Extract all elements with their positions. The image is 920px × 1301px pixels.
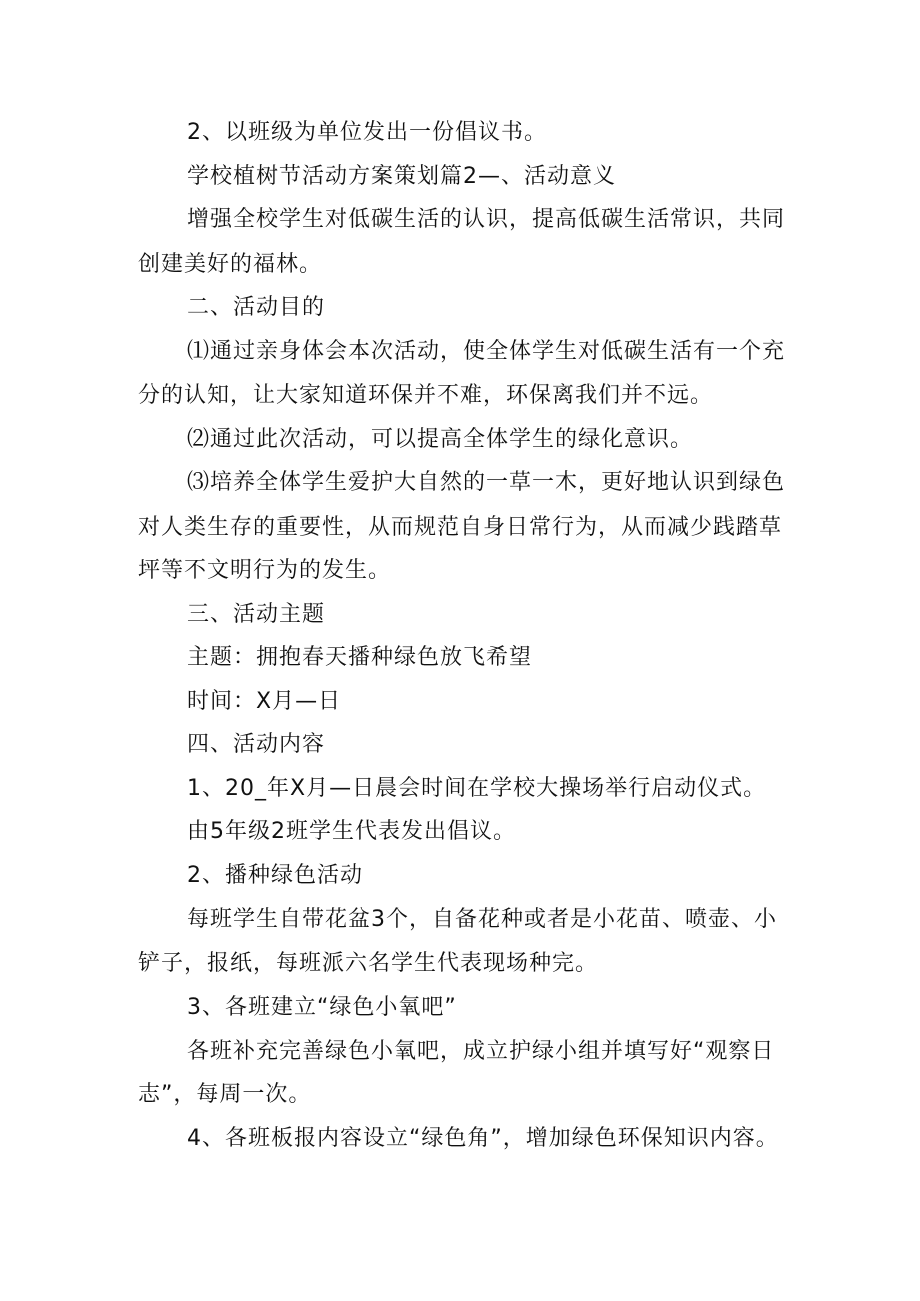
paragraph-line: 各班补充完善绿色小氧吧，成立护绿小组并填写好“观察日 xyxy=(187,1039,775,1064)
section-heading: 二、活动目的 xyxy=(187,295,326,320)
paragraph-line: ⑵通过此次活动，可以提高全体学生的绿化意识。 xyxy=(187,427,694,452)
paragraph-line: 主题：拥抱春天播种绿色放飞希望 xyxy=(187,645,533,670)
paragraph-line: 2、播种绿色活动 xyxy=(187,863,363,888)
paragraph-line: 1、20_年X月—日晨会时间在学校大操场举行启动仪式。 xyxy=(187,776,767,801)
paragraph-line: 铲子，报纸，每班派六名学生代表现场种完。 xyxy=(138,951,599,976)
section-heading: 四、活动内容 xyxy=(187,732,326,757)
paragraph-line: 分的认知，让大家知道环保并不难，环保离我们并不远。 xyxy=(138,383,714,408)
paragraph-line: 增强全校学生对低碳生活的认识，提高低碳生活常识，共同 xyxy=(187,207,786,232)
section-heading: 三、活动主题 xyxy=(187,602,326,627)
paragraph-line: 4、各班板报内容设立“绿色角”，增加绿色环保知识内容。 xyxy=(187,1126,779,1151)
paragraph-line: ⑴通过亲身体会本次活动，使全体学生对低碳生活有一个充 xyxy=(187,339,786,364)
paragraph-line: 时间：X月—日 xyxy=(187,689,342,714)
paragraph-line: 由5年级2班学生代表发出倡议。 xyxy=(187,819,516,844)
section-title: 学校植树节活动方案策划篇2—、活动意义 xyxy=(187,164,616,189)
paragraph-line: 对人类生存的重要性，从而规范自身日常行为，从而减少践踏草 xyxy=(138,515,783,540)
paragraph-line: 3、各班建立“绿色小氧吧” xyxy=(187,995,457,1020)
paragraph-line: 坪等不文明行为的发生。 xyxy=(138,558,392,583)
paragraph-line: 2、以班级为单位发出一份倡议书。 xyxy=(187,120,547,145)
paragraph-line: ⑶培养全体学生爱护大自然的一草一木，更好地认识到绿色 xyxy=(187,470,786,495)
paragraph-line: 志”，每周一次。 xyxy=(138,1082,312,1107)
paragraph-line: 每班学生自带花盆3个，自备花种或者是小花苗、喷壶、小 xyxy=(187,907,777,932)
paragraph-line: 创建美好的福林。 xyxy=(138,252,323,277)
